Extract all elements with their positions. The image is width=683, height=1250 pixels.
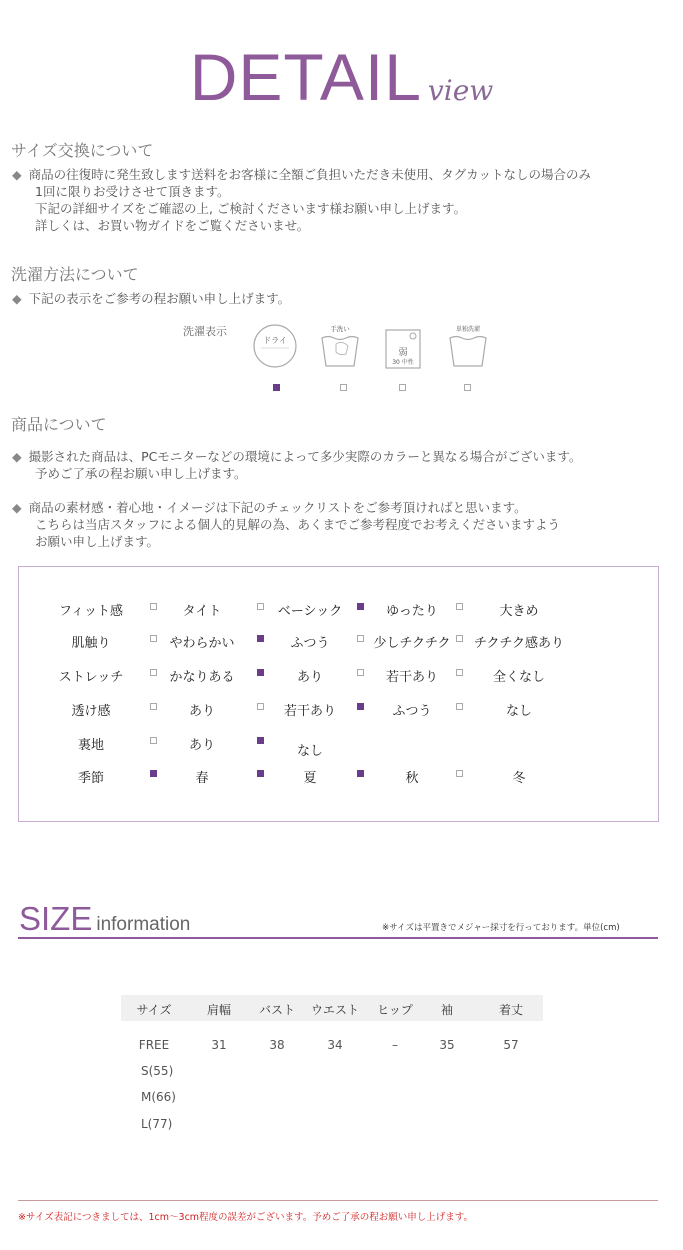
svg-text:単独洗濯: 単独洗濯 <box>455 326 481 333</box>
size-exchange-line-1: ◆ 商品の往復時に発生致します送料をお客様に全額ご負担いただき未使用、タグカットなしの場合のみ <box>12 167 592 182</box>
size-table-header-cell: サイズ <box>136 1003 172 1017</box>
hand-wash-mark <box>340 384 347 391</box>
checklist-option: 若干あり <box>385 670 439 685</box>
checklist-mark <box>357 669 364 676</box>
checklist-mark <box>357 635 364 642</box>
checklist-mark <box>456 770 463 777</box>
checklist-option: 全くなし <box>492 670 546 685</box>
size-exchange-line-4: 詳しくは、お買い物ガイドをご覧くださいませ。 <box>35 218 310 233</box>
svg-text:手洗い: 手洗い <box>330 325 350 333</box>
checklist-option: ゆったり <box>386 604 438 619</box>
checklist-row-label: 季節 <box>77 771 105 786</box>
diamond-bullet-icon: ◆ <box>12 500 22 515</box>
svg-text:弱: 弱 <box>398 348 408 358</box>
size-exchange-line-3: 下記の詳細サイズをご確認の上, ご検討くださいます様お願い申し上げます。 <box>35 201 466 216</box>
size-exchange-title: サイズ交換について <box>11 141 154 160</box>
checklist-row-label: 肌触り <box>71 636 111 651</box>
svg-text:30 中性: 30 中性 <box>392 359 414 366</box>
checklist-option: やわらかい <box>169 636 235 651</box>
single-wash-mark <box>464 384 471 391</box>
machine-wash-icon <box>384 322 424 374</box>
checklist-option: 夏 <box>303 771 317 786</box>
checklist-option: ふつう <box>392 704 432 719</box>
product-para2-line-2: こちらは当店スタッフによる個人的見解の為、あくまでご参考程度でお考えくださいますよう <box>35 517 561 532</box>
diamond-bullet-icon: ◆ <box>12 291 22 306</box>
checklist-option: あり <box>188 738 216 753</box>
checklist-option: 大きめ <box>499 604 539 619</box>
checklist-row-label: ストレッチ <box>58 670 124 685</box>
checklist-option: あり <box>188 704 216 719</box>
checklist-row-label: 裏地 <box>77 738 105 753</box>
checklist-mark <box>456 635 463 642</box>
size-table-cell: 34 <box>327 1038 343 1052</box>
checklist-row-label: 透け感 <box>71 704 111 719</box>
washing-title: 洗濯方法について <box>11 265 139 284</box>
detail-header <box>0 40 683 114</box>
size-header <box>19 900 190 938</box>
checklist-option: ふつう <box>290 636 330 651</box>
svg-text:ドライ: ドライ <box>263 336 287 345</box>
washing-line: ◆ 下記の表示をご参考の程お願い申し上げます。 <box>12 291 291 306</box>
checklist-mark <box>150 703 157 710</box>
size-table-cell: 57 <box>503 1038 519 1052</box>
washing-label: 洗濯表示 <box>183 325 227 338</box>
checklist-option: 春 <box>195 771 209 786</box>
checklist-option: 若干あり <box>283 704 337 719</box>
size-table-cell: 38 <box>269 1038 285 1052</box>
dry-clean-mark <box>273 384 280 391</box>
checklist-option: なし <box>296 744 324 759</box>
checklist-mark <box>150 669 157 676</box>
checklist-option: チクチク感あり <box>474 636 564 651</box>
checklist-mark <box>150 770 157 777</box>
checklist-mark <box>357 603 364 610</box>
checklist-mark <box>456 669 463 676</box>
checklist-option: 冬 <box>512 771 526 786</box>
checklist-mark <box>456 603 463 610</box>
size-table-header-cell: ウエスト <box>310 1003 360 1017</box>
size-table-header-cell: バスト <box>258 1003 296 1017</box>
size-table-header-cell: ヒップ <box>377 1003 413 1017</box>
size-exchange-line-2: 1回に限りお受けさせて頂きます。 <box>35 184 230 199</box>
diamond-bullet-icon: ◆ <box>12 167 22 182</box>
size-label: L(77) <box>141 1117 173 1131</box>
size-label: S(55) <box>141 1064 174 1078</box>
machine-wash-mark <box>399 384 406 391</box>
single-wash-icon <box>446 322 490 374</box>
product-title: 商品について <box>11 415 107 434</box>
checklist-mark <box>357 770 364 777</box>
checklist-option: タイト <box>182 604 222 619</box>
product-para2-line-3: お願い申し上げます。 <box>35 534 160 549</box>
checklist-mark <box>257 703 264 710</box>
checklist-mark <box>357 703 364 710</box>
detail-subtitle: view <box>427 74 494 107</box>
checklist-mark <box>150 635 157 642</box>
checklist-mark <box>257 669 264 676</box>
checklist-mark <box>456 703 463 710</box>
product-para2-line-1: ◆ 商品の素材感・着心地・イメージは下記のチェックリストをご参考頂ければと思います。 <box>12 500 527 515</box>
footer-divider <box>18 1200 658 1201</box>
detail-title: DETAIL <box>189 40 422 114</box>
checklist-mark <box>257 737 264 744</box>
size-label: M(66) <box>141 1090 176 1104</box>
diamond-bullet-icon: ◆ <box>12 449 22 464</box>
size-note: ※サイズは平置きでメジャー採寸を行っております。単位(cm) <box>382 923 620 933</box>
checklist-mark <box>257 770 264 777</box>
checklist-option: 秋 <box>405 771 419 786</box>
checklist-mark <box>150 737 157 744</box>
checklist-option: あり <box>296 670 324 685</box>
checklist-option: 少しチクチク <box>373 636 451 651</box>
checklist-option: ベーシック <box>277 604 343 619</box>
hand-wash-icon <box>318 322 366 374</box>
size-divider <box>18 937 658 939</box>
checklist-row-label: フィット感 <box>59 604 123 619</box>
size-table-cell: 35 <box>439 1038 455 1052</box>
dry-clean-icon <box>249 322 301 374</box>
checklist-mark <box>257 635 264 642</box>
size-table-header-cell: 袖 <box>440 1003 454 1017</box>
checklist-mark <box>150 603 157 610</box>
size-table-header-cell: 肩幅 <box>206 1003 232 1017</box>
size-subtitle: information <box>96 914 191 935</box>
checklist-option: なし <box>505 704 533 719</box>
size-table-cell: FREE <box>138 1038 170 1052</box>
product-para1-line-2: 予めご了承の程お願い申し上げます。 <box>35 466 247 481</box>
size-table-cell: – <box>392 1038 398 1052</box>
size-title: SIZE <box>19 900 93 937</box>
product-para1-line-1: ◆ 撮影された商品は、PCモニターなどの環境によって多少実際のカラーと異なる場合がございます。 <box>12 449 582 464</box>
size-table-header-cell: 着丈 <box>498 1003 524 1017</box>
checklist-mark <box>257 603 264 610</box>
size-table-cell: 31 <box>211 1038 227 1052</box>
footer-note: ※サイズ表記につきましては、1cm～3cm程度の誤差がございます。予めご了承の程お願い申し上げます。 <box>18 1212 474 1223</box>
checklist-option: かなりある <box>169 670 235 685</box>
